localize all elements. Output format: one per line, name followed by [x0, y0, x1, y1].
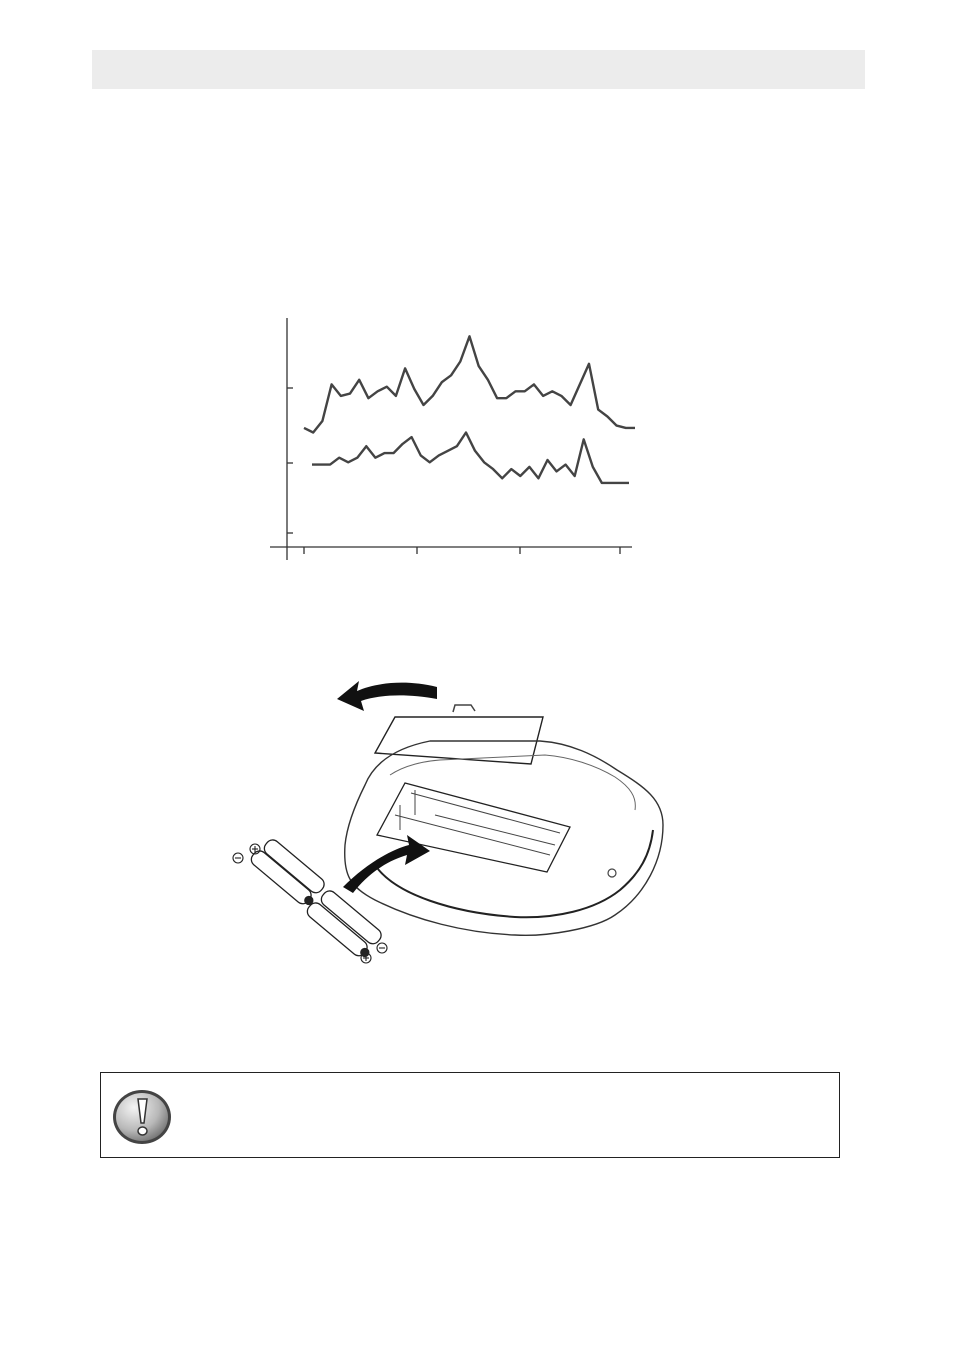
arrow-insert-battery-icon [343, 835, 430, 893]
cover-latch [453, 705, 475, 712]
series-line-1 [304, 336, 635, 432]
device-button [608, 869, 616, 877]
series-line-2 [312, 433, 629, 483]
batteries [249, 837, 384, 961]
arrow-remove-cover-icon [337, 681, 437, 711]
note-box [100, 1072, 840, 1158]
chart-axes [270, 318, 632, 560]
line-chart [262, 310, 647, 570]
exclamation-icon [111, 1087, 173, 1147]
header-bar [92, 50, 865, 89]
device-battery-illustration [225, 665, 675, 975]
